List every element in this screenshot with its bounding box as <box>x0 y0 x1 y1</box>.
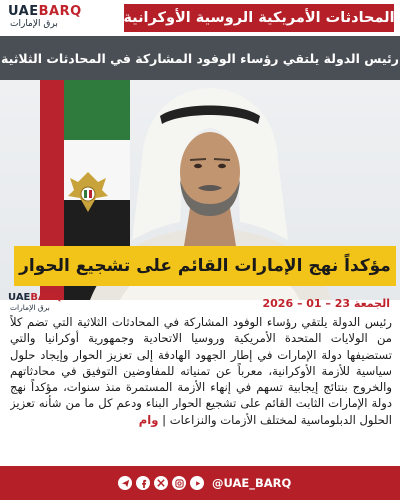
x-icon[interactable] <box>154 476 168 490</box>
banner-text: مؤكداً نهج الإمارات القائم على تشجيع الحوار <box>19 256 391 276</box>
small-logo-text-ar: برق الإمارات <box>10 303 50 312</box>
headline-banner <box>14 246 396 286</box>
social-handle[interactable]: @UAE_BARQ <box>212 476 292 490</box>
logo-text-ar: برق الإمارات <box>10 19 58 29</box>
headline: المحادثات الأمريكية الروسية الأوكرانية <box>123 10 395 26</box>
facebook-icon[interactable] <box>136 476 150 490</box>
youtube-icon[interactable] <box>190 476 204 490</box>
uae-barq-small-logo <box>8 292 68 314</box>
social-links <box>118 475 291 491</box>
telegram-icon[interactable] <box>118 476 132 490</box>
subtitle: رئيس الدولة يلتقي رؤساء الوفود المشاركة في المحادثات الثلاثية <box>1 50 399 66</box>
subtitle-band <box>0 36 400 80</box>
uae-barq-logo <box>8 4 88 32</box>
logo-text-en: UAEBARQ <box>8 4 82 19</box>
article-body <box>10 314 392 460</box>
footer-bar <box>0 466 400 500</box>
headline-box <box>124 4 394 32</box>
top-band <box>0 0 400 36</box>
article-date: الجمعة 23 – 01 – 2026 <box>262 297 390 310</box>
small-logo-text-en: UAEBARQ <box>8 292 62 303</box>
instagram-icon[interactable] <box>172 476 186 490</box>
article-text: رئيس الدولة يلتقي رؤساء الوفود المشاركة في المحادثات الثلاثية التي تضم كلاً من الولايات المتحدة الأمريكية وروسيا الاتحادية وجمهورية أوكرانيا والتي تستضيفها دولة الإمارات في إطار الجهود الهادفة إلى تعزيز الحوار وإيجاد حلول سياسية للأزمة الأوكرانية، معرباً عن تمنياته للمفاوضين التوفيق في محادثاتهم والخروج بنتائج إيجابية تسهم في إنهاء الأزمة المستمرة منذ سنوات، مؤكداً نهج دولة الإمارات الثابت القائم على تشجيع الحوار البناء ودعم كل ما من شأنه تعزيز الحلول الدبلوماسية لمختلف الأزمات والنزاعات | <box>10 315 392 427</box>
article-source: وام <box>138 412 159 427</box>
